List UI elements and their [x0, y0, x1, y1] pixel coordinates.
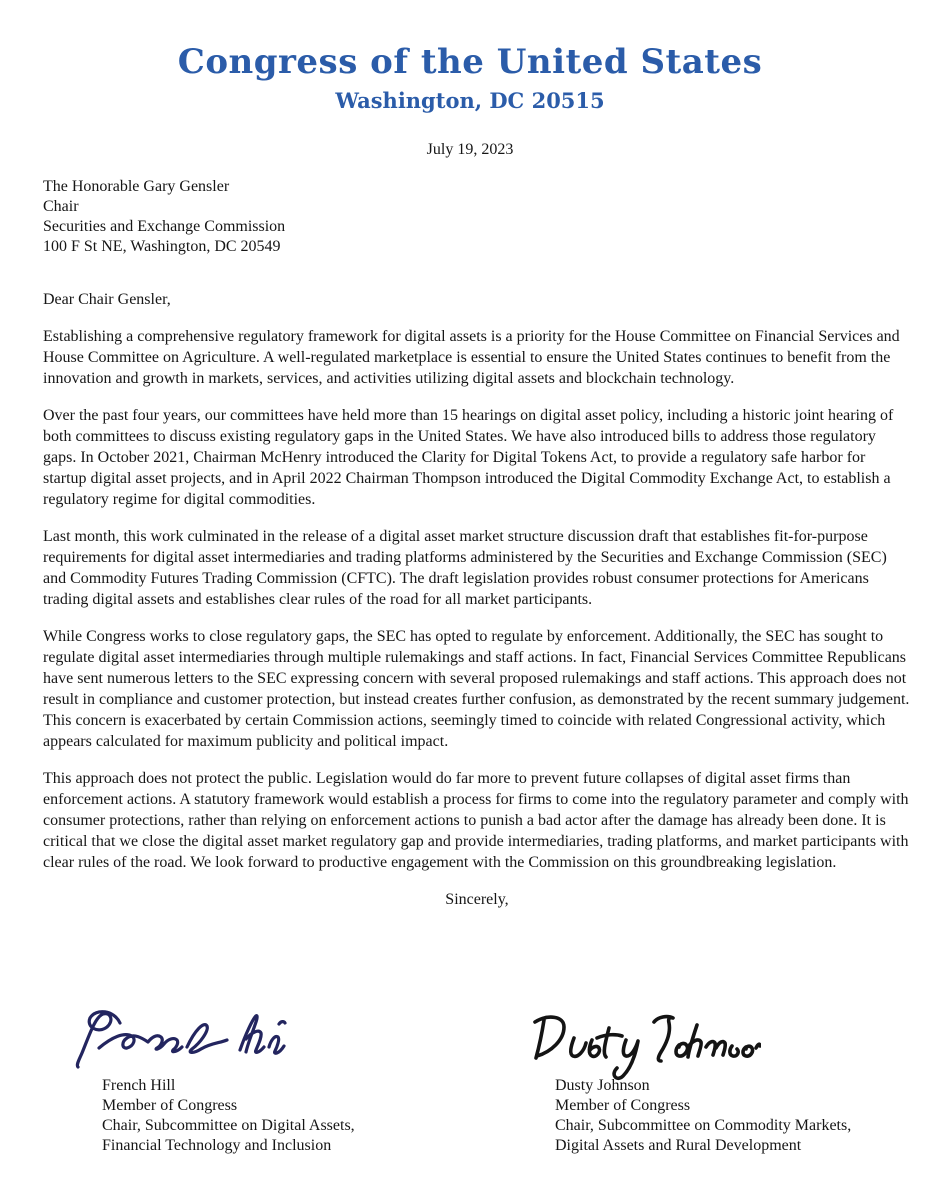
- signer-title-line: Chair, Subcommittee on Commodity Markets,: [555, 1117, 852, 1134]
- recipient-street-address: 100 F St NE, Washington, DC 20549: [43, 238, 281, 255]
- letter-body: [43, 326, 911, 910]
- french-hill-signature: [74, 1006, 336, 1078]
- salutation: Dear Chair Gensler,: [43, 291, 171, 308]
- paragraph-5: This approach does not protect the public. Legislation would do far more to prevent future collapses of digital asset firms than enforcement actions. A statutory framework would establish a process for firms to come into the regulatory parameter and comply with consumer protections, rather than relying on enforcement actions to punish a bad actor after the damage has already been done. It is critical that we close the digital asset market regulatory gap and provide intermediaries, trading platforms, and market participants with clear rules of the road. We look forward to productive engagement with the Commission on this groundbreaking legislation.: [43, 770, 909, 871]
- signer-title-line: Digital Assets and Rural Development: [555, 1137, 802, 1154]
- signer-title-line: Financial Technology and Inclusion: [102, 1137, 332, 1154]
- signer-block-french-hill: [102, 1076, 355, 1156]
- recipient-address-block: [43, 177, 285, 257]
- letter-date: July 19, 2023: [426, 141, 514, 158]
- paragraph-4: While Congress works to close regulatory gaps, the SEC has opted to regulate by enforcement. Additionally, the SEC has sought to regulate digital asset intermediaries through multiple rulemakings and staff actions. In fact, Financial Services Committee Republicans have sent numerous letters to the SEC expressing concern with several proposed rulemakings and staff actions. This approach does not result in compliance and customer protection, but instead creates further confusion, as demonstrated by the recent summary judgement. This concern is exacerbated by certain Commission actions, seemingly timed to coincide with related Congressional activity, which appears calculated for maximum publicity and political impact.: [43, 628, 910, 750]
- letterhead-subtitle: Washington, DC 20515: [335, 88, 605, 113]
- signer-name: French Hill: [102, 1077, 176, 1094]
- recipient-title: Chair: [43, 198, 79, 215]
- dusty-johnson-signature: [527, 1010, 761, 1084]
- paragraph-1: Establishing a comprehensive regulatory framework for digital assets is a priority for the House Committee on Financial Services and House Committee on Agriculture. A well-regulated marketplace is essential to ensure the United States continues to benefit from the innovation and growth in markets, services, and activities utilizing digital assets and blockchain technology.: [43, 328, 900, 387]
- signer-block-dusty-johnson: [555, 1076, 851, 1156]
- paragraph-2: Over the past four years, our committees have held more than 15 hearings on digital asset policy, including a historic joint hearing of both committees to discuss existing regulatory gaps in the United States. We have also introduced bills to address those regulatory gaps. In October 2021, Chairman McHenry introduced the Clarity for Digital Tokens Act, to provide a regulatory safe harbor for startup digital asset projects, and in April 2022 Chairman Thompson introduced the Digital Commodity Exchange Act, to establish a regulatory regime for digital commodities.: [43, 407, 894, 508]
- letterhead-title: Congress of the United States: [177, 42, 763, 82]
- paragraph-3: Last month, this work culminated in the release of a digital asset market structure discussion draft that establishes fit-for-purpose requirements for digital asset intermediaries and trading platforms administered by the Securities and Exchange Commission (SEC) and Commodity Futures Trading Commission (CFTC). The draft legislation provides robust consumer protections for Americans trading digital assets and establishes clear rules of the road for all market participants.: [43, 528, 887, 608]
- closing-sincerely: Sincerely,: [445, 891, 509, 908]
- recipient-organization: Securities and Exchange Commission: [43, 218, 286, 235]
- signer-title-line: Member of Congress: [102, 1097, 238, 1114]
- signer-name: Dusty Johnson: [555, 1077, 650, 1094]
- letterhead: [0, 42, 940, 114]
- signer-title-line: Chair, Subcommittee on Digital Assets,: [102, 1117, 355, 1134]
- signer-title-line: Member of Congress: [555, 1097, 691, 1114]
- recipient-name: The Honorable Gary Gensler: [43, 178, 230, 195]
